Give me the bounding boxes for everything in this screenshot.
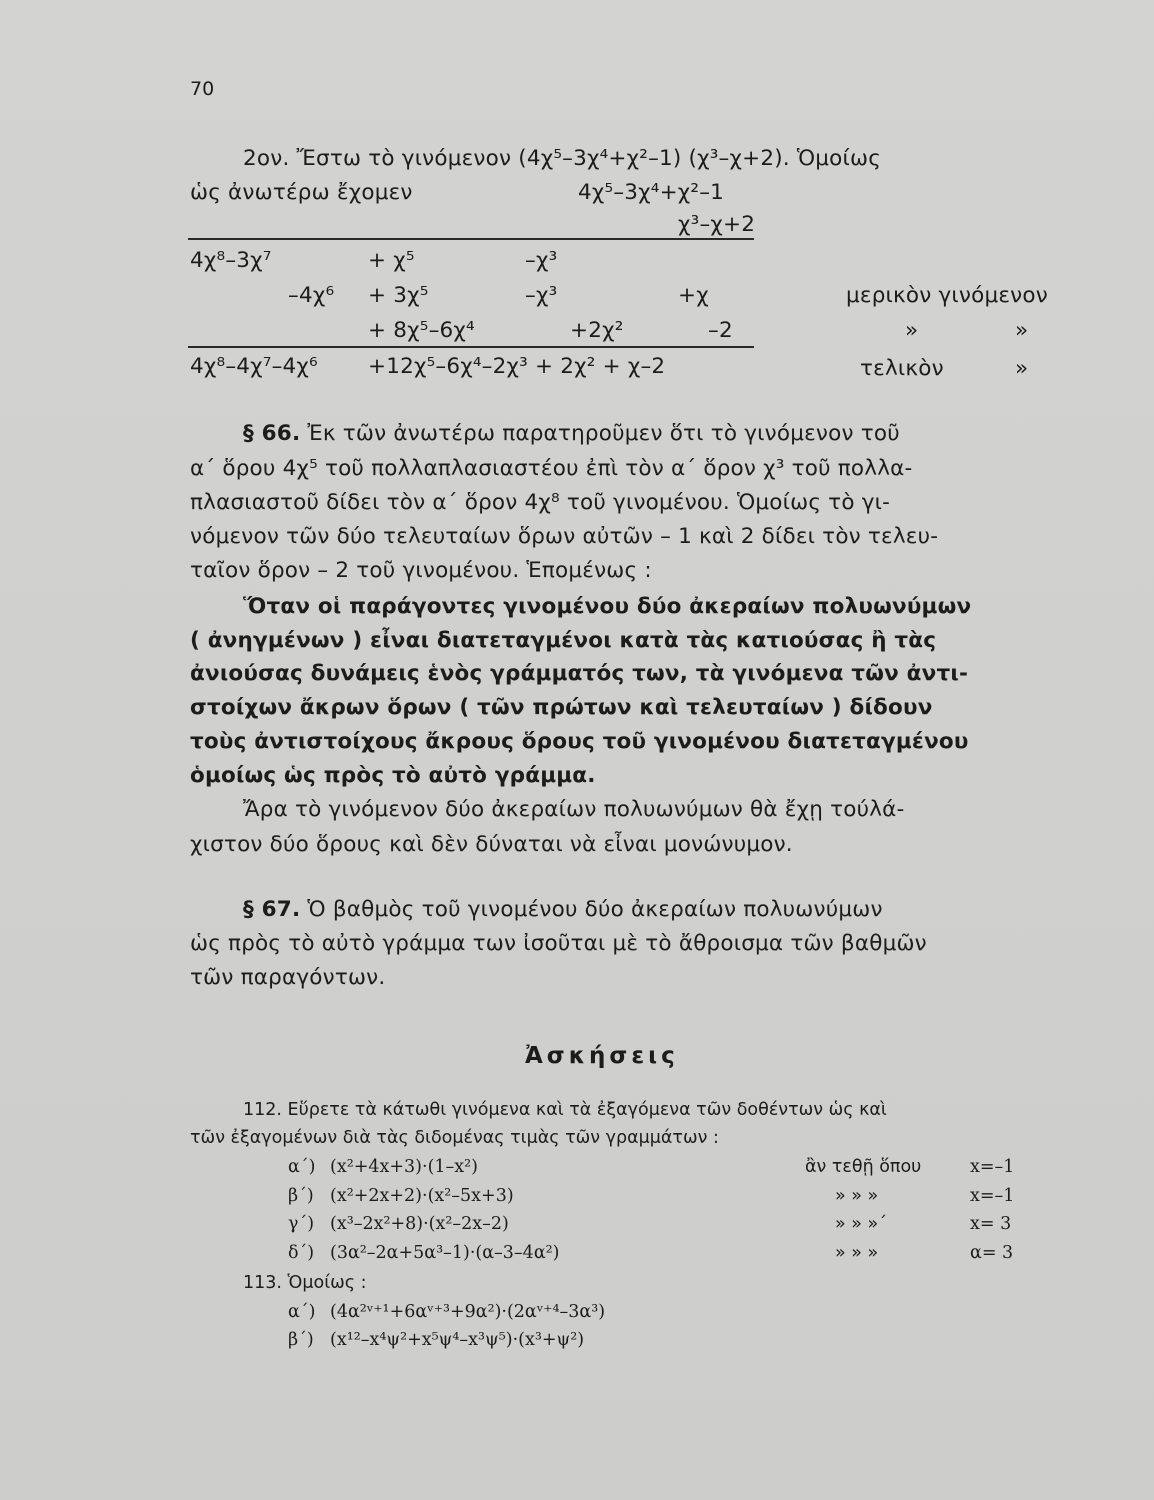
exercise-112-b-expr: (x²+2x+2)·(x²–5x+3) (330, 1186, 514, 1206)
exercise-112-b-val: x=–1 (970, 1186, 1015, 1206)
exercise-112-d-label: δ΄) (288, 1243, 315, 1263)
exercise-112-line-2: τῶν ἐξαγομένων διὰ τὰς διδομένας τιμὰς τῶν γραμμάτων : (190, 1128, 719, 1148)
mult-row3-label2: » (1015, 318, 1029, 343)
rule-statement-line-5: τοὺς ἀντιστοίχους ἄκρους ὅρους τοῦ γινομένου διατεταγμένου (190, 729, 969, 754)
exercise-112-a-cond: ἂν τεθῇ ὅπου (805, 1157, 922, 1177)
rule-statement-line-6: ὁμοίως ὡς πρὸς τὸ αὐτὸ γράμμα. (190, 763, 596, 788)
intro-line-3: χ³–χ+2 (678, 212, 756, 237)
section-67-number: § 67. (243, 897, 301, 922)
exercise-112-a-val: x=–1 (970, 1157, 1015, 1177)
rule-statement-line-4: στοίχων ἄκρων ὅρων ( τῶν πρώτων καὶ τελευταίων ) δίδουν (190, 695, 933, 720)
exercise-113-b-expr: (x¹²–x⁴ψ²+x⁵ψ⁴–x³ψ⁵)·(x³+ψ²) (330, 1330, 585, 1350)
section-66-line-2: α΄ ὅρου 4χ⁵ τοῦ πολλαπλασιαστέου ἐπὶ τὸν α΄ ὅρον χ³ τοῦ πολλα- (190, 456, 913, 481)
rule-statement-line-3: ἀνιούσας δυνάμεις ἑνὸς γράμματός των, τὰ γινόμενα τῶν ἀντι- (190, 661, 969, 686)
section-66-number: § 66. (243, 421, 301, 446)
rule-statement-line-2: ( ἀνηγμένων ) εἶναι διατεταγμένοι κατὰ τὰς κατιούσας ἢ τὰς (190, 628, 937, 653)
exercise-112-c-expr: (x³–2x²+8)·(x²–2x–2) (330, 1214, 509, 1234)
page-number: 70 (190, 78, 215, 100)
exercise-112-line-1: 112. Εὕρετε τὰ κάτωθι γινόμενα καὶ τὰ ἐξαγόμενα τῶν δοθέντων ὡς καὶ (243, 1100, 887, 1120)
section-67-line-2: ὡς πρὸς τὸ αὐτὸ γράμμα των ἰσοῦται μὲ τὸ ἄθροισμα τῶν βαθμῶν (190, 931, 927, 956)
exercise-113-b-label: β΄) (288, 1330, 314, 1350)
section-66-line-3: πλασιαστοῦ δίδει τὸν α΄ ὅρον 4χ⁸ τοῦ γινομένου. Ὁμοίως τὸ γι- (190, 490, 891, 515)
exercise-112-c-label: γ΄) (288, 1214, 315, 1234)
mult-row2-d: +χ (678, 283, 709, 308)
exercise-112-b-label: β΄) (288, 1186, 314, 1206)
exercise-112-d-expr: (3α²–2α+5α³–1)·(α–3–4α²) (330, 1243, 560, 1263)
mult-row3-b: +2χ² (570, 318, 624, 343)
intro-line-2-right: 4χ⁵–3χ⁴+χ²–1 (578, 180, 725, 205)
section-66-text-1: Ἐκ τῶν ἀνωτέρω παρατηροῦμεν ὅτι τὸ γινόμενον τοῦ (307, 421, 900, 446)
section-67-text-1: Ὁ βαθμὸς τοῦ γινομένου δύο ἀκεραίων πολυωνύμων (307, 897, 883, 922)
exercise-112-c-cond: » » »΄ (835, 1214, 887, 1234)
exercise-113-a-label: α΄) (288, 1302, 316, 1322)
mult-result-label: τελικὸν (860, 356, 944, 381)
exercise-112-a-label: α΄) (288, 1157, 316, 1177)
mult-row2-label: μερικὸν γινόμενον (846, 283, 1048, 308)
conclusion-line-2: χιστον δύο ὅρους καὶ δὲν δύναται νὰ εἶναι μονώνυμον. (190, 832, 793, 857)
mult-row3-label: » (905, 318, 919, 343)
intro-line-1: 2ον. Ἔστω τὸ γινόμενον (4χ⁵–3χ⁴+χ²–1) (χ³–χ+2). Ὁμοίως (243, 146, 882, 171)
exercise-112-b-cond: » » » (835, 1186, 879, 1206)
section-66-line-1 (243, 421, 900, 446)
section-67-line-3: τῶν παραγόντων. (190, 965, 386, 990)
exercise-112-a-expr: (x²+4x+3)·(1–x²) (330, 1157, 478, 1177)
rule-statement-line-1: Ὅταν οἱ παράγοντες γινομένου δύο ἀκεραίων πολυωνύμων (243, 594, 972, 619)
section-67-line-1 (243, 897, 883, 922)
mult-result-b: +12χ⁵–6χ⁴–2χ³ + 2χ² + χ–2 (368, 354, 666, 379)
mult-result-label2: » (1015, 356, 1029, 381)
intro-line-2-left: ὡς ἀνωτέρω ἔχομεν (190, 180, 413, 205)
conclusion-line-1: Ἄρα τὸ γινόμενον δύο ἀκεραίων πολυωνύμων θὰ ἔχῃ τούλά- (243, 797, 905, 822)
exercise-113-a-expr: (4α²ᵛ⁺¹+6αᵛ⁺³+9α²)·(2αᵛ⁺⁴–3α³) (330, 1302, 606, 1322)
mult-row2-b: + 3χ⁵ (368, 283, 429, 308)
section-66-line-5: ταῖον ὅρον – 2 τοῦ γινομένου. Ἑπομένως : (190, 558, 652, 583)
mult-result-a: 4χ⁸–4χ⁷–4χ⁶ (190, 354, 318, 379)
rule-1 (188, 238, 754, 240)
mult-row2-a: –4χ⁶ (288, 283, 335, 308)
mult-row1-c: –χ³ (525, 248, 558, 273)
rule-2 (188, 346, 754, 348)
mult-row1-b: + χ⁵ (368, 248, 415, 273)
mult-row1-a: 4χ⁸–3χ⁷ (190, 248, 272, 273)
exercises-heading: Ἀσκήσεις (525, 1043, 679, 1069)
mult-row2-c: –χ³ (525, 283, 558, 308)
mult-row3-a: + 8χ⁵–6χ⁴ (368, 318, 475, 343)
exercise-113-line-1: 113. Ὁμοίως : (243, 1273, 367, 1293)
exercise-112-c-val: x= 3 (970, 1214, 1012, 1234)
exercise-112-d-cond: » » » (835, 1243, 879, 1263)
mult-row3-c: –2 (708, 318, 733, 343)
section-66-line-4: νόμενον τῶν δύο τελευταίων ὅρων αὐτῶν – 1 καὶ 2 δίδει τὸν τελευ- (190, 524, 939, 549)
exercise-112-d-val: α= 3 (970, 1243, 1014, 1263)
